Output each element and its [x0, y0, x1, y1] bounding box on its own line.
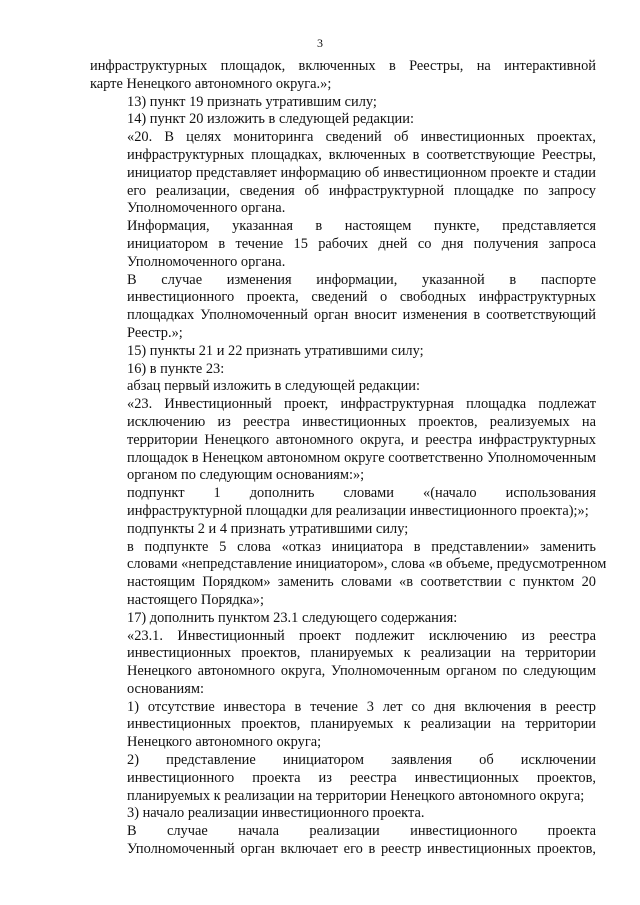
text-line: его реализации, сведения об инфраструктурной площадке по запросу — [127, 182, 596, 199]
text-line: исключению из реестра инвестиционных проектов, реализуемых на — [127, 413, 596, 430]
page-number: 3 — [317, 36, 323, 50]
text-line: подпункт 1 дополнить словами «(начало использования — [127, 485, 596, 502]
text-line: «20. В целях мониторинга сведений об инвестиционных проектах, — [127, 129, 596, 146]
paragraph — [90, 485, 596, 521]
text-line: Уполномоченного органа. — [127, 200, 286, 217]
text-line: Ненецкого автономного округа; — [127, 734, 322, 751]
text-line: инициатором в течение 15 рабочих дней со дня получения запроса — [127, 235, 596, 252]
text-line: 2) представление инициатором заявления об исключении — [127, 752, 596, 769]
text-line: 17) дополнить пунктом 23.1 следующего содержания: — [127, 609, 458, 626]
text-line: В случае изменения информации, указанной в паспорте — [127, 271, 596, 288]
text-line: инвестиционного проекта, сведений о свободных инфраструктурных — [127, 289, 596, 306]
paragraph — [90, 111, 596, 129]
text-line: инфраструктурной площадки для реализации инвестиционного проекта);»; — [127, 502, 589, 519]
paragraph — [90, 272, 596, 343]
text-line: инфраструктурных площадках, включенных в соответствующие Реестры, — [127, 146, 596, 163]
text-line: территории Ненецкого автономного округа, и реестра инфраструктурных — [127, 431, 596, 448]
text-line: «23. Инвестиционный проект, инфраструктурная площадка подлежат — [127, 396, 596, 413]
text-line: карте Ненецкого автономного округа.»; — [90, 75, 332, 92]
text-line: инвестиционных проектов, планируемых к реализации на территории — [127, 716, 596, 733]
paragraph — [90, 805, 596, 823]
text-line: настоящим Порядком» заменить словами «в соответствии с пунктом 20 — [127, 574, 596, 591]
text-line: инфраструктурных площадок, включенных в Реестры, на интерактивной — [90, 58, 596, 74]
paragraph — [90, 699, 596, 752]
text-line: площадок в Ненецком автономном округе соответственно Уполномоченным — [127, 449, 596, 466]
text-line: 1) отсутствие инвестора в течение 3 лет со дня включения в реестр — [127, 698, 596, 715]
paragraph — [90, 343, 596, 361]
text-line: 16) в пункте 23: — [127, 360, 225, 377]
text-line: абзац первый изложить в следующей редакции: — [127, 378, 421, 395]
text-line: инвестиционного проекта из реестра инвестиционных проектов, — [127, 769, 596, 786]
paragraph — [90, 752, 596, 805]
text-line: Уполномоченного органа. — [127, 253, 286, 270]
text-line: Информация, указанная в настоящем пункте, представляется — [127, 218, 596, 235]
text-line: В случае начала реализации инвестиционного проекта — [127, 823, 596, 840]
text-line: инициатор представляет информацию об инвестиционном проекте и стадии — [127, 164, 596, 181]
text-line: 3) начало реализации инвестиционного проекта. — [127, 805, 425, 822]
paragraph — [90, 361, 596, 379]
paragraph — [90, 58, 596, 94]
paragraph — [90, 521, 596, 539]
paragraph — [90, 94, 596, 112]
text-line: планируемых к реализации на территории Ненецкого автономного округа; — [127, 787, 585, 804]
text-line: Уполномоченный орган включает его в реестр инвестиционных проектов, — [127, 841, 596, 858]
text-line: Реестр.»; — [127, 324, 183, 341]
text-line: подпункты 2 и 4 признать утратившими силу; — [127, 520, 409, 537]
text-line: «23.1. Инвестиционный проект подлежит исключению из реестра — [127, 627, 596, 644]
text-line: 14) пункт 20 изложить в следующей редакции: — [127, 111, 414, 128]
paragraph — [90, 610, 596, 628]
document-body — [90, 58, 607, 859]
text-line: 13) пункт 19 признать утратившим силу; — [127, 93, 377, 110]
paragraph — [90, 218, 596, 271]
text-line: настоящего Порядка»; — [127, 591, 264, 608]
text-line: в подпункте 5 слова «отказ инициатора в представлении» заменить — [127, 538, 596, 555]
text-line: инвестиционных проектов, планируемых к реализации на территории — [127, 645, 596, 662]
paragraph — [90, 628, 596, 699]
text-line: Ненецкого автономного округа, Уполномоченным органом по следующим — [127, 663, 596, 680]
text-line: органом по следующим основаниям:»; — [127, 467, 365, 484]
paragraph — [90, 129, 596, 218]
text-line: словами «непредставление инициатором», слова «в объеме, предусмотренном — [127, 556, 607, 573]
paragraph — [90, 378, 596, 396]
text-line: 15) пункты 21 и 22 признать утратившими силу; — [127, 342, 424, 359]
text-line: площадках Уполномоченный орган вносит изменения в соответствующий — [127, 307, 596, 324]
paragraph — [90, 396, 596, 485]
paragraph — [90, 823, 596, 859]
text-line: основаниям: — [127, 680, 204, 697]
paragraph — [90, 538, 607, 610]
